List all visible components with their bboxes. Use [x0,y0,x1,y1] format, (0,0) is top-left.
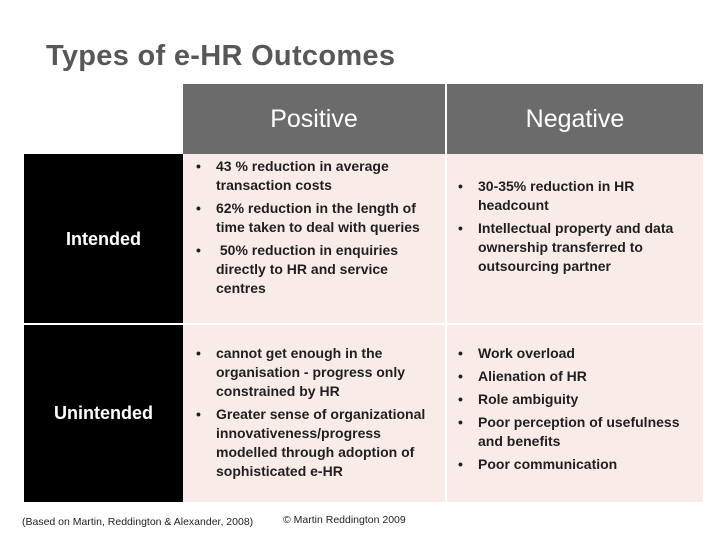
slide-title: Types of e-HR Outcomes [46,40,396,72]
bullet-icon: • [458,368,463,384]
list-item-text: Intellectual property and data ownership transferred to outsourcing partner [478,220,674,274]
list-item-text: Poor communication [478,456,618,472]
list-item-text: Greater sense of organizational innovativeness/progress modelled through adoption of sophisticated e-HR [216,406,426,479]
column-header-positive-label: Positive [270,104,358,133]
list-item-text: cannot get enough in the organisation - progress only constrained by HR [216,345,406,399]
list-item-text: Role ambiguity [478,391,579,407]
bullet-icon: • [196,406,201,422]
bullet-icon: • [458,178,463,194]
unintended-negative-list [448,344,700,474]
list-item [186,405,431,481]
list-item-text: 62% reduction in the length of time taken to deal with queries [216,200,420,235]
column-header-negative [447,84,703,154]
cell-unintended-positive [183,324,445,502]
list-item [448,344,700,363]
unintended-positive-list [186,344,431,481]
column-header-negative-label: Negative [525,104,625,133]
list-item-text: Poor perception of usefulness and benefits [478,414,680,449]
intended-positive-list [186,157,431,298]
bullet-icon: • [458,220,463,236]
bullet-icon: • [196,242,201,258]
row-label-intended-text: Intended [66,228,141,249]
bullet-icon: • [458,414,463,430]
bullet-icon: • [196,200,201,216]
list-item-text: Work overload [478,345,575,361]
list-item [448,219,700,276]
list-item [448,177,700,215]
cell-intended-positive [183,154,445,324]
cell-unintended-negative [447,324,703,502]
row-label-unintended-text: Unintended [54,402,153,423]
bullet-icon: • [458,456,463,472]
list-item [448,367,700,386]
list-item-text: 50% reduction in enquiries directly to HR and service centres [216,242,402,296]
list-item [186,241,431,298]
list-item [186,157,431,195]
bullet-icon: • [196,345,201,361]
list-item-text: Alienation of HR [478,368,587,384]
cell-intended-negative [447,154,703,324]
citation-note: (Based on Martin, Reddington & Alexander, 2008) [22,516,254,528]
list-item-text: 30-35% reduction in HR headcount [478,178,635,213]
column-header-positive [183,84,445,154]
list-item [448,390,700,409]
list-item [186,199,431,237]
column-divider [445,154,447,502]
bullet-icon: • [458,391,463,407]
intended-negative-list [448,177,700,276]
bullet-icon: • [458,345,463,361]
list-item-text: 43 % reduction in average transaction costs [216,158,389,193]
row-divider [24,323,703,325]
row-label-intended [24,154,183,324]
copyright-note: © Martin Reddington 2009 [283,514,406,526]
list-item [186,344,431,401]
row-label-unintended [24,324,183,502]
list-item [448,413,700,451]
bullet-icon: • [196,158,201,174]
list-item [448,455,700,474]
